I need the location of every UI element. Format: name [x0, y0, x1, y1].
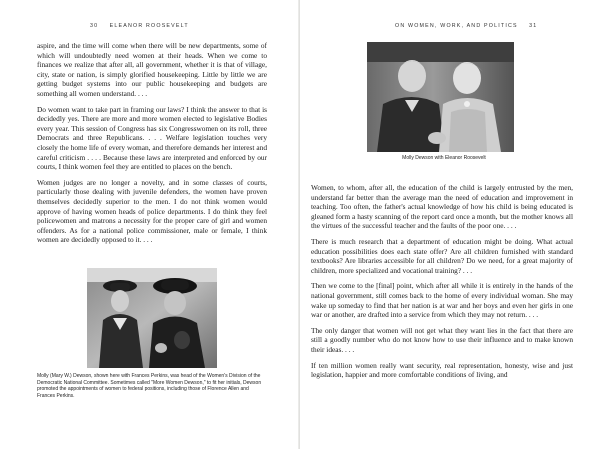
right-paragraph-4: The only danger that women will not get what they want lies in the fact that there are still a goodly number who do not know how to use their influence and to make known their ideas. . . . — [311, 325, 573, 354]
photo-dewson-perkins — [87, 268, 217, 368]
right-paragraph-1: Women, to whom, after all, the education of the child is largely entrusted by the men, understand far better than the average man the need of education and improvement in teaching. Too often, the father's actual knowledge of how his child is being educated is gleaned form a hasty scanning of the report card once a month, but the mother knows all the virtues of the successful teacher and the faults of the poor one. . . . — [311, 183, 573, 231]
photo-dewson-perkins-image — [87, 268, 217, 368]
left-body-text — [37, 41, 267, 251]
photo-dewson-roosevelt-image — [367, 42, 514, 152]
left-running-head — [90, 23, 189, 29]
right-paragraph-5: If ten million women really want security, real representation, honesty, wise and just legislation, happier and more comfortable conditions of living, and — [311, 360, 573, 380]
photo-dewson-roosevelt — [367, 42, 514, 152]
right-body-text — [311, 183, 573, 386]
right-paragraph-2: There is much research that a department of education might be doing. What actual education possibilities does each state offer? Are all children furnished with standard textbooks? Are libraries accessible for all children? Do we need, for a great majority of children, more specialized and vocational training? . . . — [311, 236, 573, 275]
left-photo-caption: Molly (Mary W.) Dewson, shown here with Frances Perkins, was head of the Women's Division of the Democratic National Committee. Sometimes called "More Women Dewson," to fit her initials, Dewson promoted the appointments of women to federal positions, including those of Florence Allen and Frances Perkins. — [37, 373, 262, 399]
right-running-title: ON WOMEN, WORK, AND POLITICS — [395, 23, 518, 29]
left-running-title: ELEANOR ROOSEVELT — [109, 23, 189, 29]
left-page-number: 30 — [90, 23, 99, 29]
right-running-head — [395, 23, 537, 29]
right-paragraph-3: Then we come to the [final] point, which after all while it is entirely in the hands of the national government, still comes back to the home of every individual woman. She may wake up someday to find that her nation is at war and her boys and even her girls in one war or another, are drafted into a service from which they may not return. . . . — [311, 281, 573, 320]
left-paragraph-2: Do women want to take part in framing our laws? I think the answer to that is decidedly yes. There are more and more women elected to legislative Bodies every year. This session of Congress has six Congresswomen on its roll, three Democrats and three Republicans. . . . Welfare legislation touches very closely the home life of every woman, and therefore demands her interest and careful criticism . . . . Because these laws are interpreted and enforced by our courts, I think women feel they are entitled to places on the bench. — [37, 104, 267, 172]
left-paragraph-3: Women judges are no longer a novelty, and in some classes of courts, particularly those dealing with juvenile defenders, the women have proven themselves decidedly superior to the men. I do not think women would approve of having women heads of police departments. I do think they feel policewomen and matrons a necessity for the proper care of girl and women offenders. As for a national police commissioner, male or female, I think women are decidedly opposed to it. . . . — [37, 177, 267, 245]
left-paragraph-1: aspire, and the time will come when there will be new departments, some of which will undoubtedly need women at their heads. When we come to finances we realize that after all, all government, whether it is that of village, city, state or nation, is simply glorified housekeeping. Little by little we are getting budget systems into our public housekeeping and budgets are something all women understand. . . . — [37, 41, 267, 98]
right-photo-caption: Molly Dewson with Eleanor Roosevelt — [402, 155, 486, 161]
right-page-number: 31 — [529, 23, 538, 29]
